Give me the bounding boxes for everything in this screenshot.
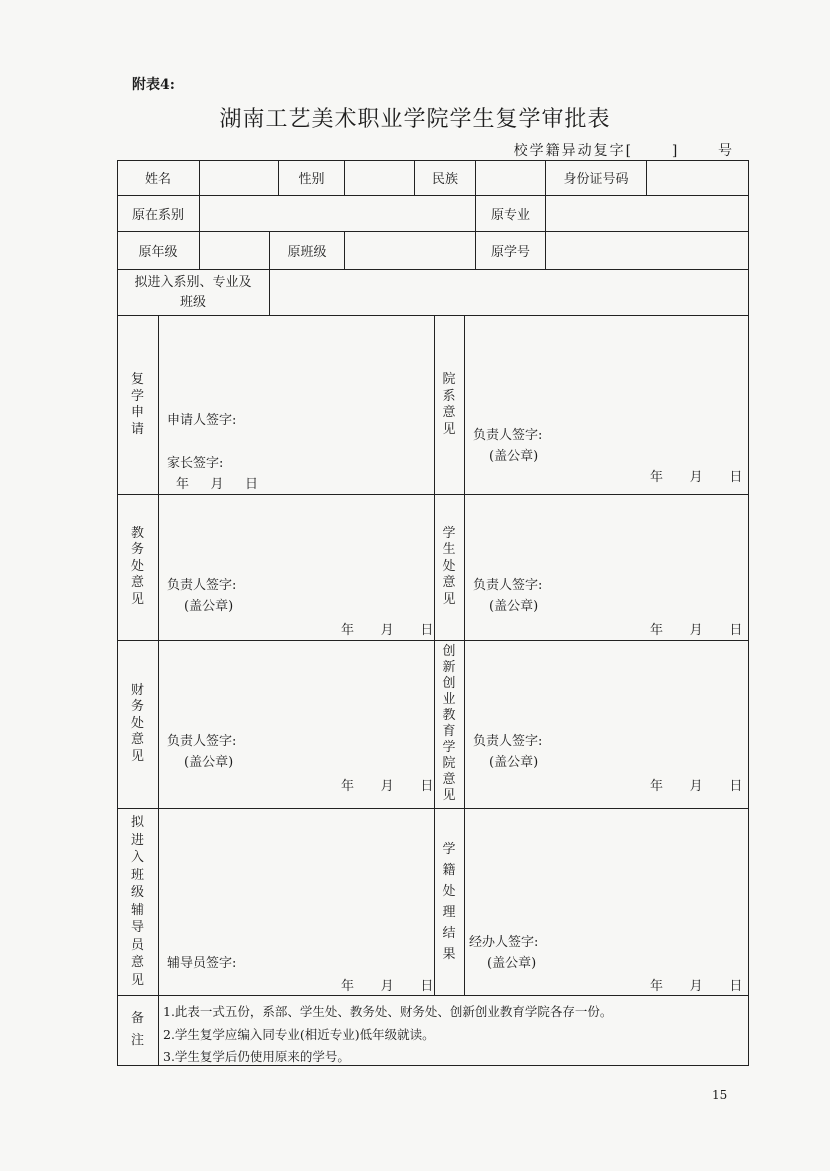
- rule-left-label-col: [158, 316, 159, 1065]
- ethnicity-label: 民族: [415, 160, 476, 196]
- vertical-label-char: 意: [130, 575, 144, 591]
- application-date: 年 月 日: [176, 477, 260, 492]
- resumption-application-label: [117, 316, 158, 494]
- vertical-label-char: 学: [130, 388, 144, 404]
- vertical-label-char: 级: [130, 885, 144, 900]
- innovation-date: 年 月 日: [650, 779, 744, 794]
- vertical-label-char: 意: [442, 772, 456, 787]
- counselor-opinion-label: [117, 808, 158, 995]
- vertical-label-char: 生: [442, 542, 456, 558]
- rule-section2-bottom: [117, 640, 749, 641]
- id-number-label: 身份证号码: [546, 160, 647, 196]
- counselor-sign-label: 辅导员签字:: [167, 956, 237, 971]
- orig-major-label: 原专业: [476, 196, 546, 232]
- orig-student-no-label: 原学号: [476, 232, 546, 270]
- vertical-label-char: 学: [442, 841, 456, 857]
- vertical-label-char: 进: [130, 832, 144, 848]
- vertical-label-char: 见: [442, 421, 456, 437]
- vertical-label-char: 务: [130, 542, 144, 558]
- vertical-label-char: 创: [442, 676, 456, 691]
- target-class-label: [117, 270, 270, 316]
- rule-mid-right: [464, 316, 465, 995]
- orig-student-no-value[interactable]: [546, 232, 749, 270]
- orig-class-label: 原班级: [270, 232, 345, 270]
- vertical-label-char: 拟: [130, 815, 144, 830]
- vertical-label-char: 理: [442, 904, 456, 920]
- page-number: 15: [712, 1088, 728, 1102]
- vertical-label-char: 申: [130, 405, 144, 420]
- vertical-label-char: 结: [442, 925, 456, 941]
- vertical-label-char: 育: [442, 724, 456, 739]
- orig-major-value[interactable]: [546, 196, 749, 232]
- academic-date: 年 月 日: [341, 623, 435, 638]
- finance-date: 年 月 日: [341, 779, 435, 794]
- ethnicity-value[interactable]: [476, 160, 546, 196]
- vertical-label-char: 业: [442, 692, 456, 707]
- name-label: 姓名: [117, 160, 200, 196]
- vertical-label-char: 员: [130, 937, 144, 953]
- vertical-label-char: 见: [130, 591, 144, 607]
- rule-section1-bottom: [117, 494, 749, 495]
- document-number: 校学籍异动复字[ ] 号: [513, 143, 734, 159]
- registration-date: 年 月 日: [650, 979, 744, 994]
- student-seal-label: (盖公章): [489, 599, 539, 614]
- vertical-label-char: 意: [442, 575, 456, 591]
- vertical-label-char: 果: [442, 946, 456, 962]
- vertical-label-char: 学: [442, 525, 456, 541]
- form-title: 湖南工艺美术职业学院学生复学审批表: [219, 107, 611, 132]
- vertical-label-char: 见: [442, 591, 456, 607]
- vertical-label-char: 见: [442, 788, 456, 803]
- vertical-label-char: 辅: [130, 902, 144, 918]
- target-class-label-line1: 拟进入系别、专业及: [134, 274, 252, 290]
- vertical-label-char: 注: [130, 1033, 144, 1048]
- vertical-label-char: 学: [442, 740, 456, 755]
- attachment-label: 附表4:: [132, 77, 175, 93]
- student-date: 年 月 日: [650, 623, 744, 638]
- target-class-label-line2: 班级: [179, 294, 206, 310]
- dept-date: 年 月 日: [650, 470, 744, 485]
- student-affairs-opinion-label: [434, 494, 464, 640]
- vertical-label-char: 处: [130, 558, 144, 574]
- rule-right-edge: [748, 316, 749, 1066]
- dept-resp-sign-label: 负责人签字:: [473, 428, 543, 443]
- vertical-label-char: 新: [442, 660, 456, 675]
- vertical-label-char: 处: [442, 883, 456, 899]
- name-value[interactable]: [200, 160, 279, 196]
- gender-label: 性别: [279, 160, 345, 196]
- note-item-1: 1.此表一式五份，系部、学生处、教务处、财务处、创新创业教育学院各存一份。: [163, 1004, 613, 1019]
- registration-seal-label: (盖公章): [487, 956, 537, 971]
- vertical-label-char: 教: [442, 708, 456, 723]
- academic-seal-label: (盖公章): [184, 599, 234, 614]
- note-item-3: 3.学生复学后仍使用原来的学号。: [163, 1049, 350, 1064]
- vertical-label-char: 籍: [442, 862, 456, 878]
- counselor-date: 年 月 日: [341, 979, 435, 994]
- vertical-label-char: 备: [130, 1011, 144, 1026]
- vertical-label-char: 导: [130, 920, 144, 935]
- vertical-label-char: 意: [130, 955, 144, 970]
- vertical-label-char: 处: [442, 558, 456, 574]
- vertical-label-char: 创: [442, 644, 456, 659]
- rule-table-bottom: [117, 1065, 749, 1066]
- vertical-label-char: 意: [130, 732, 144, 748]
- target-class-value[interactable]: [270, 270, 749, 316]
- handler-sign-label: 经办人签字:: [469, 935, 539, 950]
- finance-seal-label: (盖公章): [184, 755, 234, 770]
- rule-section4-bottom: [117, 995, 749, 996]
- vertical-label-char: 见: [130, 972, 144, 988]
- vertical-label-char: 教: [130, 525, 144, 541]
- rule-section3-bottom: [117, 808, 749, 809]
- vertical-label-char: 班: [130, 867, 144, 883]
- vertical-label-char: 意: [442, 405, 456, 420]
- academic-affairs-opinion-label: [117, 494, 158, 640]
- vertical-label-char: 入: [130, 850, 144, 865]
- orig-grade-label: 原年级: [117, 232, 200, 270]
- vertical-label-char: 见: [130, 748, 144, 764]
- vertical-label-char: 院: [442, 756, 456, 771]
- vertical-label-char: 复: [130, 372, 144, 387]
- note-item-2: 2.学生复学应编入同专业(相近专业)低年级就读。: [163, 1027, 435, 1042]
- academic-resp-sign-label: 负责人签字:: [167, 578, 237, 593]
- vertical-label-char: 财: [130, 682, 144, 698]
- parent-sign-label: 家长签字:: [167, 456, 224, 471]
- id-number-value[interactable]: [647, 160, 749, 196]
- department-opinion-label: [434, 316, 464, 494]
- finance-resp-sign-label: 负责人签字:: [167, 734, 237, 749]
- gender-value[interactable]: [345, 160, 415, 196]
- vertical-label-char: 务: [130, 699, 144, 715]
- vertical-label-char: 院: [442, 372, 456, 387]
- notes-label: [117, 995, 158, 1065]
- innovation-resp-sign-label: 负责人签字:: [473, 734, 543, 749]
- orig-dept-label: 原在系别: [117, 196, 200, 232]
- vertical-label-char: 系: [442, 388, 456, 404]
- applicant-sign-label: 申请人签字:: [167, 413, 237, 428]
- finance-opinion-label: [117, 640, 158, 808]
- vertical-label-char: 处: [130, 715, 144, 731]
- orig-grade-value[interactable]: [200, 232, 270, 270]
- innovation-seal-label: (盖公章): [489, 755, 539, 770]
- vertical-label-char: 请: [130, 421, 144, 437]
- student-resp-sign-label: 负责人签字:: [473, 578, 543, 593]
- innovation-college-opinion-label: [434, 640, 464, 808]
- registration-result-label: [434, 808, 464, 995]
- dept-seal-label: (盖公章): [489, 449, 539, 464]
- orig-class-value[interactable]: [345, 232, 476, 270]
- orig-dept-value[interactable]: [200, 196, 476, 232]
